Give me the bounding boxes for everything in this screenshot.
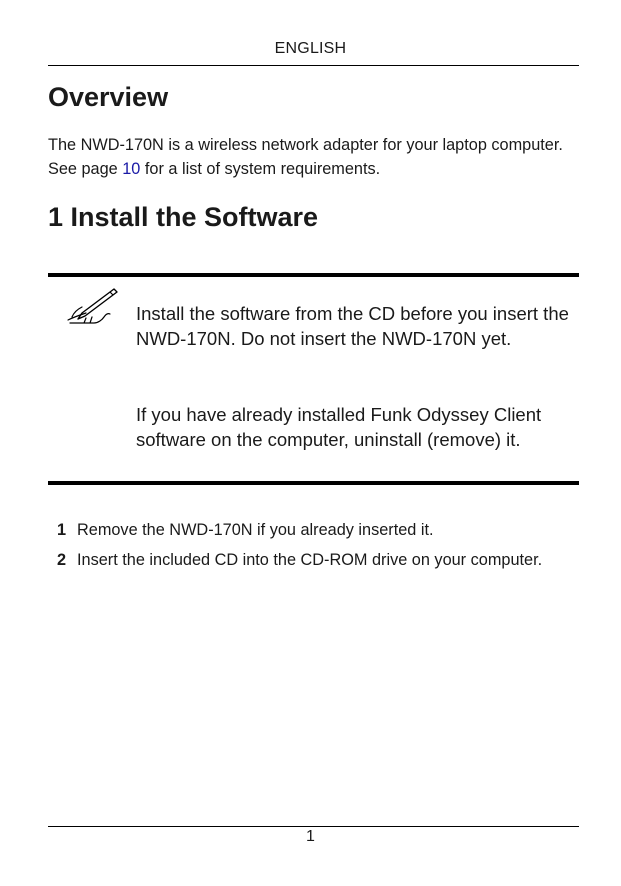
install-steps-list bbox=[57, 518, 577, 578]
page-number: 1 bbox=[306, 828, 315, 845]
note-paragraph-2: If you have already installed Funk Odyssey Client software on the computer, uninstall (remove) it. bbox=[136, 404, 542, 450]
overview-intro-paragraph bbox=[48, 133, 588, 181]
step-number: 2 bbox=[57, 551, 67, 569]
intro-text-after-link: for a list of system requirements. bbox=[140, 160, 381, 178]
note-box bbox=[48, 273, 579, 485]
page-reference-link[interactable]: 10 bbox=[122, 160, 141, 178]
install-software-heading: 1 Install the Software bbox=[48, 202, 319, 232]
pen-writing-note-icon bbox=[64, 287, 120, 327]
step-text: Remove the NWD-170N if you already inserted it. bbox=[77, 521, 434, 539]
header-language-label: ENGLISH bbox=[274, 40, 347, 57]
footer-divider bbox=[48, 826, 579, 827]
step-text: Insert the included CD into the CD-ROM drive on your computer. bbox=[77, 551, 543, 569]
header-divider bbox=[48, 65, 579, 66]
step-number: 1 bbox=[57, 521, 67, 539]
note-paragraph-1: Install the software from the CD before you insert the NWD-170N. Do not insert the NWD-170N yet. bbox=[136, 303, 569, 349]
overview-heading: Overview bbox=[48, 82, 169, 112]
list-item bbox=[57, 548, 577, 572]
intro-text-before-link: The NWD-170N is a wireless network adapter for your laptop computer. See page bbox=[48, 136, 563, 178]
list-item bbox=[57, 518, 577, 542]
